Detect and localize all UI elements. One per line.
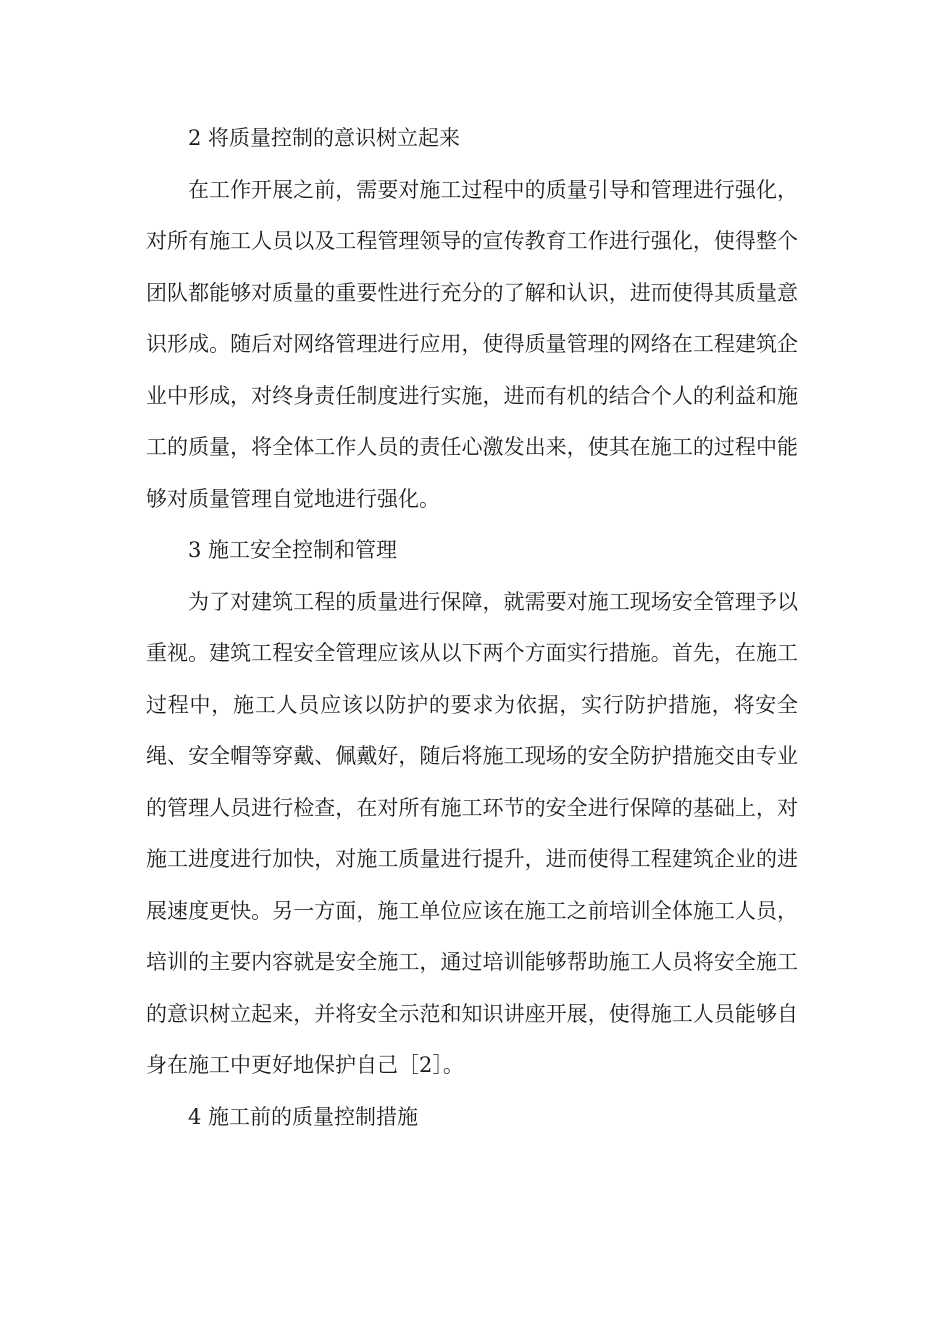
- section-heading-2: 2 将质量控制的意识树立起来: [188, 126, 461, 150]
- paragraph-quality-awareness: 在工作开展之前，需要对施工过程中的质量引导和管理进行强化，对所有施工人员以及工程管理领导的宣传教育工作进行强化，使得整个团队都能够对质量的重要性进行充分的了解和认识，进而使得其质量意识形成。随后对网络管理进行应用，使得质量管理的网络在工程建筑企业中形成，对终身责任制度进行实施，进而有机的结合个人的利益和施工的质量，将全体工作人员的责任心激发出来，使其在施工的过程中能够对质量管理自觉地进行强化。: [146, 177, 798, 511]
- section-heading-3: 3 施工安全控制和管理: [188, 538, 398, 562]
- document-body: [146, 113, 798, 1143]
- section-heading-4: 4 施工前的质量控制措施: [188, 1104, 419, 1129]
- paragraph-safety-management: 为了对建筑工程的质量进行保障，就需要对施工现场安全管理予以重视。建筑工程安全管理应该从以下两个方面实行措施。首先，在施工过程中，施工人员应该以防护的要求为依据，实行防护措施，将安全绳、安全帽等穿戴、佩戴好，随后将施工现场的安全防护措施交由专业的管理人员进行检查，在对所有施工环节的安全进行保障的基础上，对施工进度进行加快，对施工质量进行提升，进而使得工程建筑企业的进展速度更快。另一方面，施工单位应该在施工之前培训全体施工人员，培训的主要内容就是安全施工，通过培训能够帮助施工人员将安全施工的意识树立起来，并将安全示范和知识讲座开展，使得施工人员能够自身在施工中更好地保护自己［2］。: [146, 589, 798, 1077]
